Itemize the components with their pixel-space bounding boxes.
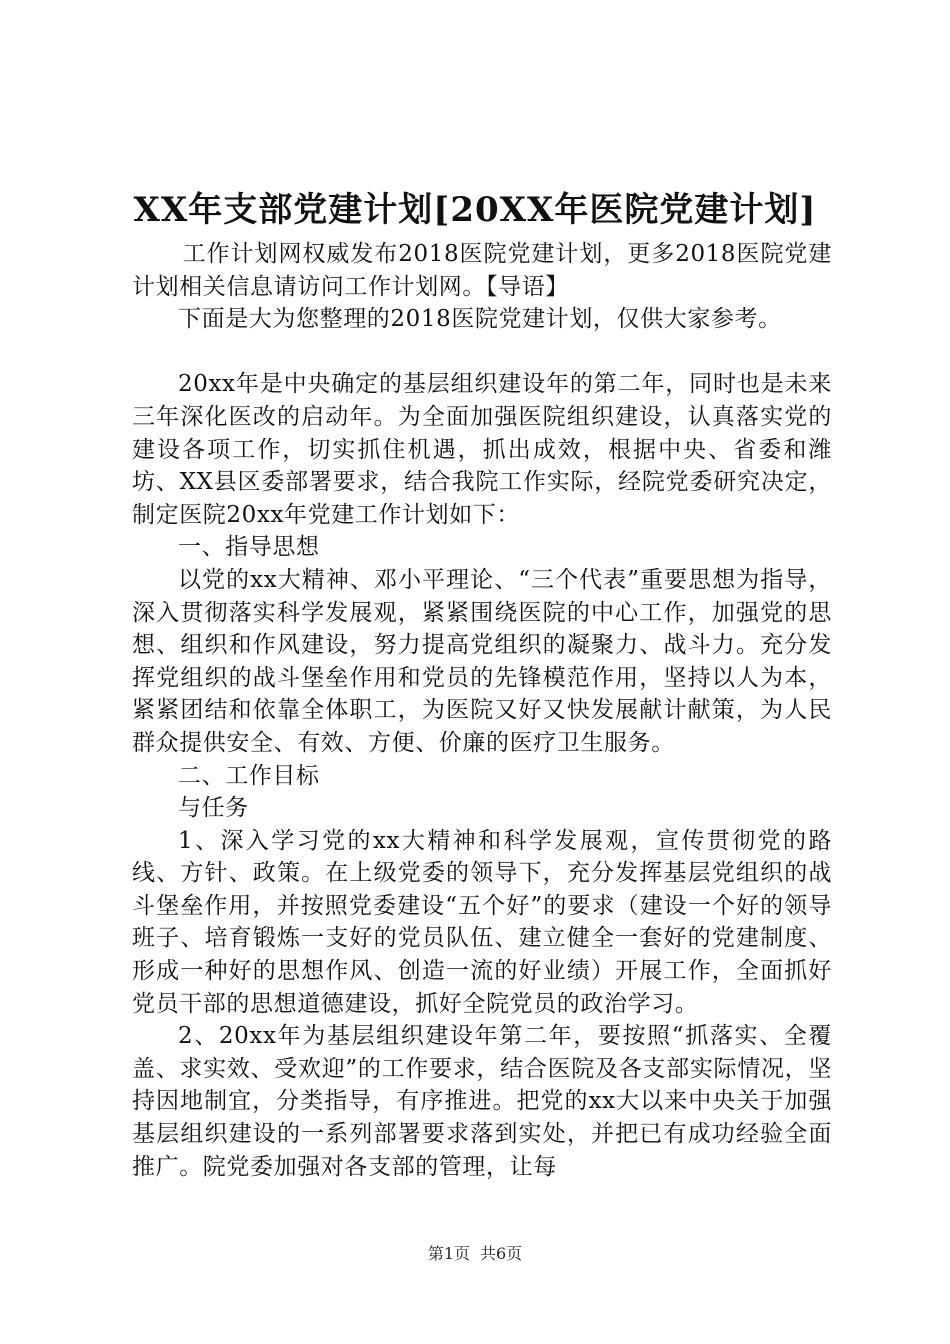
page-number: 第1页 xyxy=(427,1244,470,1263)
document-title: XX年支部党建计划[20XX年医院党建计划] xyxy=(133,190,817,230)
section-heading-tasks: 与任务 xyxy=(178,795,249,822)
document-body xyxy=(132,238,832,1183)
intro-note-paragraph: 下面是大为您整理的2018医院党建计划，仅供大家参考。 xyxy=(178,306,782,333)
page-footer xyxy=(0,1242,950,1266)
guiding-ideology-paragraph: 以党的xx大精神、邓小平理论、“三个代表”重要思想为指导，深入贯彻落实科学发展观，紧紧围绕医院的中心工作，加强党的思想、组织和作风建设，努力提高党组织的凝聚力、战斗力。充分发挥党组织的战斗堡垒作用和党员的先锋模范作用，坚持以人为本，紧紧团结和依靠全体职工，为医院又好又快发展献计献策，为人民群众提供安全、有效、方便、价廉的医疗卫生服务。 xyxy=(132,566,832,756)
background-paragraph: 20xx年是中央确定的基层组织建设年的第二年，同时也是未来三年深化医改的启动年。为全面加强医院组织建设，认真落实党的建设各项工作，切实抓住机遇，抓出成效，根据中央、省委和潍坊、XX县区委部署要求，结合我院工作实际，经院党委研究决定，制定医院20xx年党建工作计划如下： xyxy=(132,371,832,528)
blank-line xyxy=(132,336,832,369)
task-item-1: 1、深入学习党的xx大精神和科学发展观，宣传贯彻党的路线、方针、政策。在上级党委的领导下，充分发挥基层党组织的战斗堡垒作用，并按照党委建设“五个好”的要求（建设一个好的领导班子、培育锻炼一支好的党员队伍、建立健全一套好的党建制度、形成一种好的思想作风、创造一流的好业绩）开展工作，全面抓好党员干部的思想道德建设，抓好全院党员的政治学习。 xyxy=(132,827,832,1017)
page-total: 共6页 xyxy=(480,1244,523,1263)
task-item-2: 2、20xx年为基层组织建设年第二年，要按照“抓落实、全覆盖、求实效、受欢迎”的工作要求，结合医院及各支部实际情况，坚持因地制宜，分类指导，有序推进。把党的xx大以来中央关于加强基层组织建设的一系列部署要求落到实处，并把已有成功经验全面推广。院党委加强对各支部的管理，让每 xyxy=(132,1023,832,1180)
section-heading-work-goals: 二、工作目标 xyxy=(178,762,320,789)
intro-paragraph: 工作计划网权威发布2018医院党建计划，更多2018医院党建计划相关信息请访问工作计划网。【导语】 xyxy=(132,241,832,300)
section-heading-guiding-ideology: 一、指导思想 xyxy=(178,534,320,561)
